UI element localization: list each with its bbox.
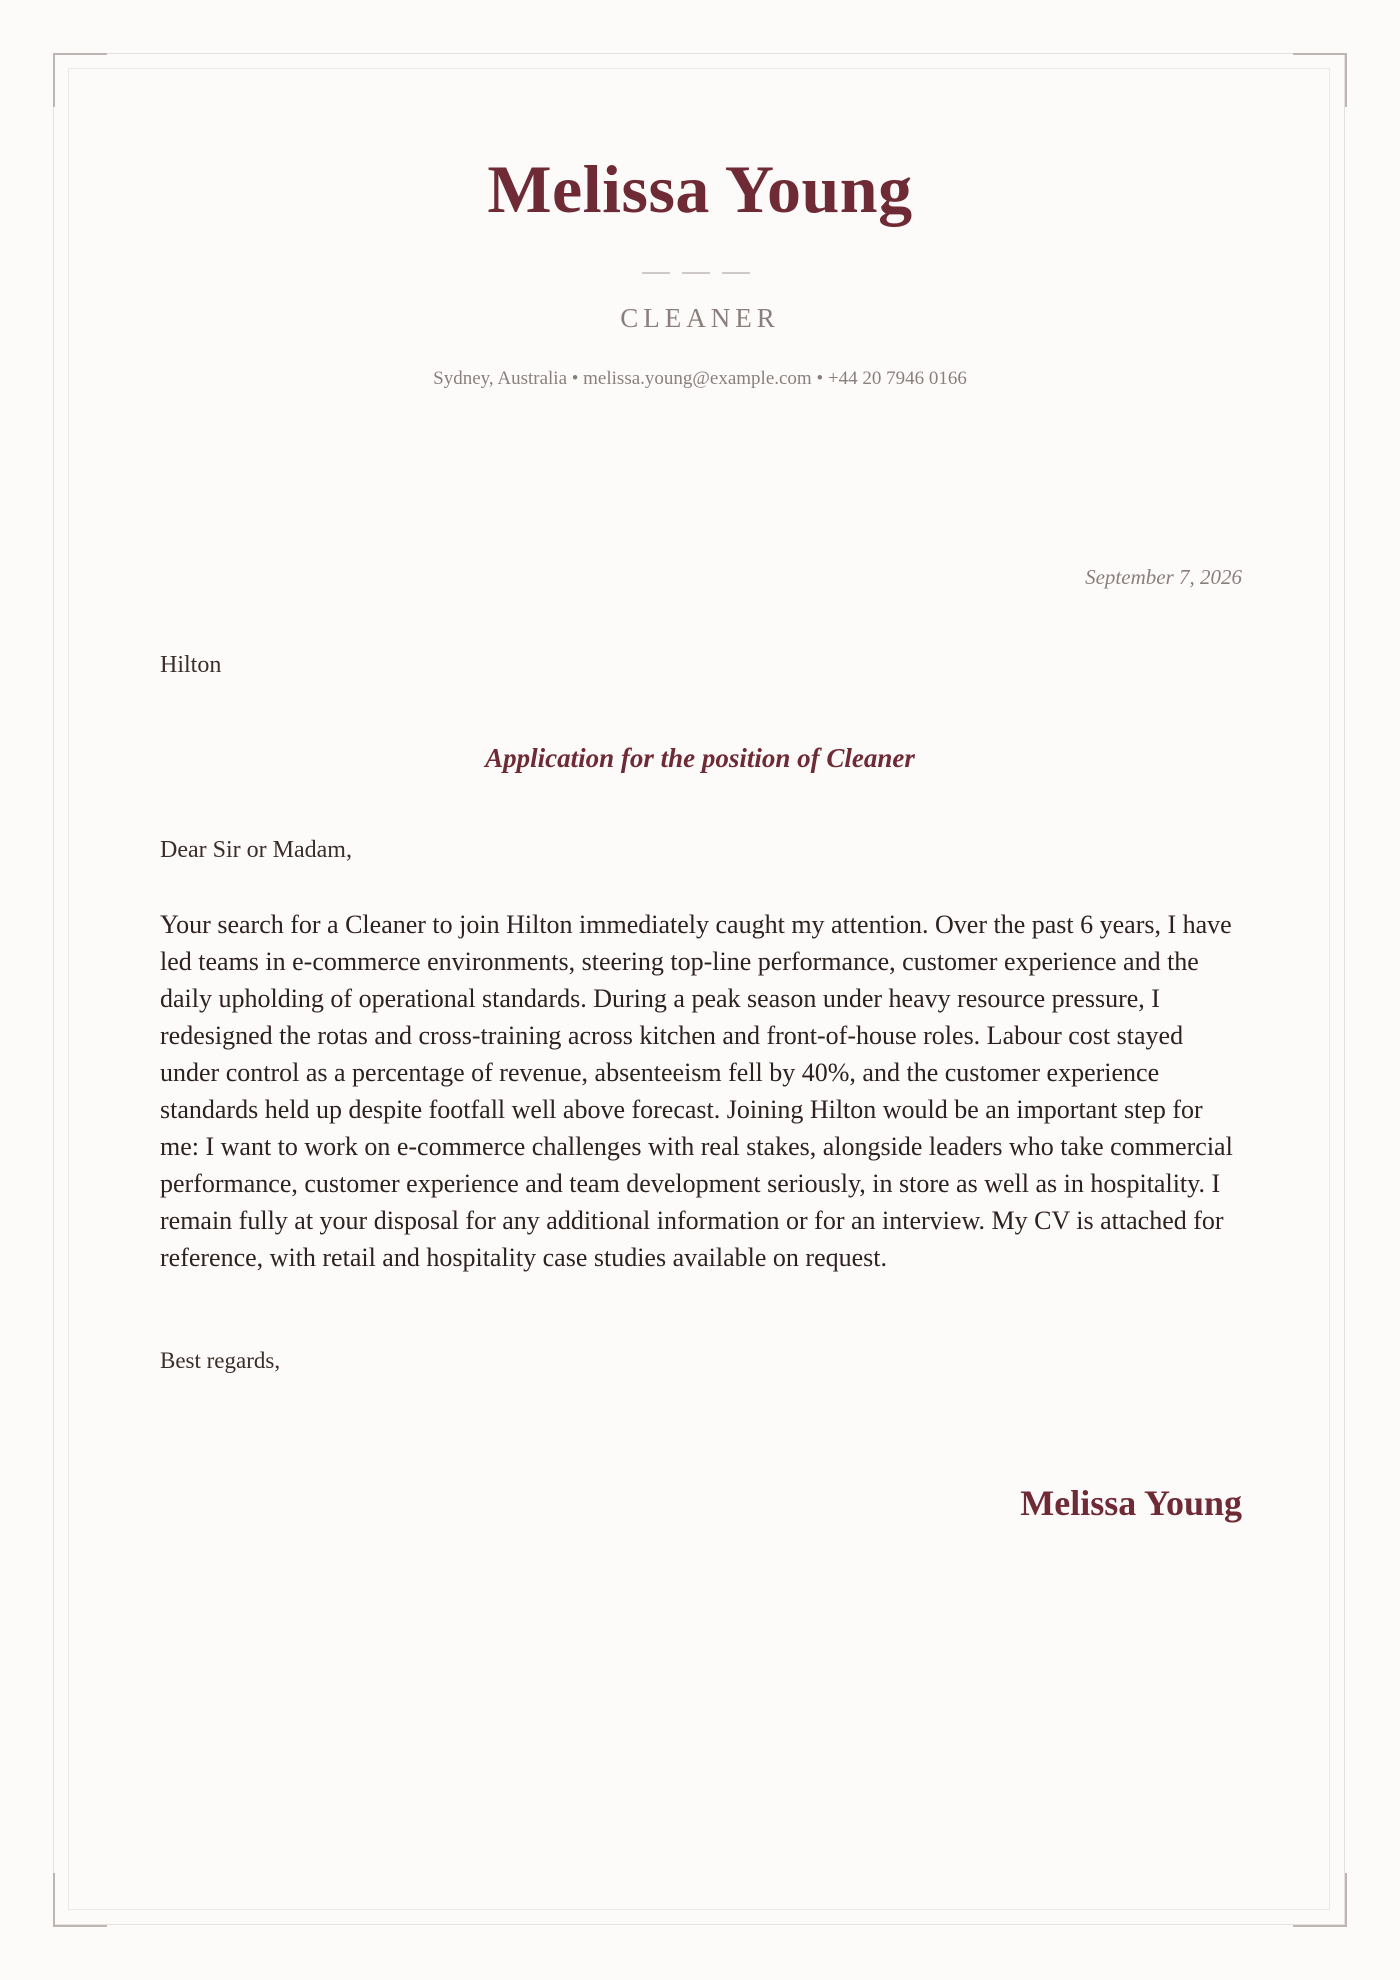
corner-ornament-bottom-left (53, 1873, 107, 1927)
corner-ornament-bottom-right (1293, 1873, 1347, 1927)
letter-body: Your search for a Cleaner to join Hilton immediately caught my attention. Over the past 6 years, I have led teams in e-commerce environments, steering top-line performance, customer experience and the daily upholding of operational standards. During a peak season under heavy resource pressure, I redesigned the rotas and cross-training across kitchen and front-of-house roles. Labour cost stayed under control as a percentage of revenue, absenteeism fell by 40%, and the customer experience standards held up despite footfall well above forecast. Joining Hilton would be an important step for me: I want to work on e-commerce challenges with real stakes, alongside leaders who take commercial performance, customer experience and team development seriously, in store as well as in hospitality. I remain fully at your disposal for any additional information or for an interview. My CV is attached for reference, with retail and hospitality case studies available on request. (160, 910, 1233, 1272)
signature: Melissa Young (1020, 1483, 1242, 1523)
salutation: Dear Sir or Madam, (160, 837, 352, 863)
closing: Best regards, (160, 1348, 281, 1373)
applicant-name: Melissa Young (487, 151, 913, 227)
header-divider (642, 272, 750, 274)
letter-date: September 7, 2026 (1085, 565, 1242, 589)
divider-dash (722, 272, 750, 274)
job-title: CLEANER (620, 303, 780, 333)
letter-subject: Application for the position of Cleaner (485, 743, 915, 773)
divider-dash (642, 272, 670, 274)
recipient: Hilton (160, 652, 222, 678)
contact-line: Sydney, Australia • melissa.young@example.com • +44 20 7946 0166 (433, 368, 967, 389)
divider-dash (682, 272, 710, 274)
corner-ornament-top-right (1293, 53, 1347, 107)
corner-ornament-top-left (53, 53, 107, 107)
